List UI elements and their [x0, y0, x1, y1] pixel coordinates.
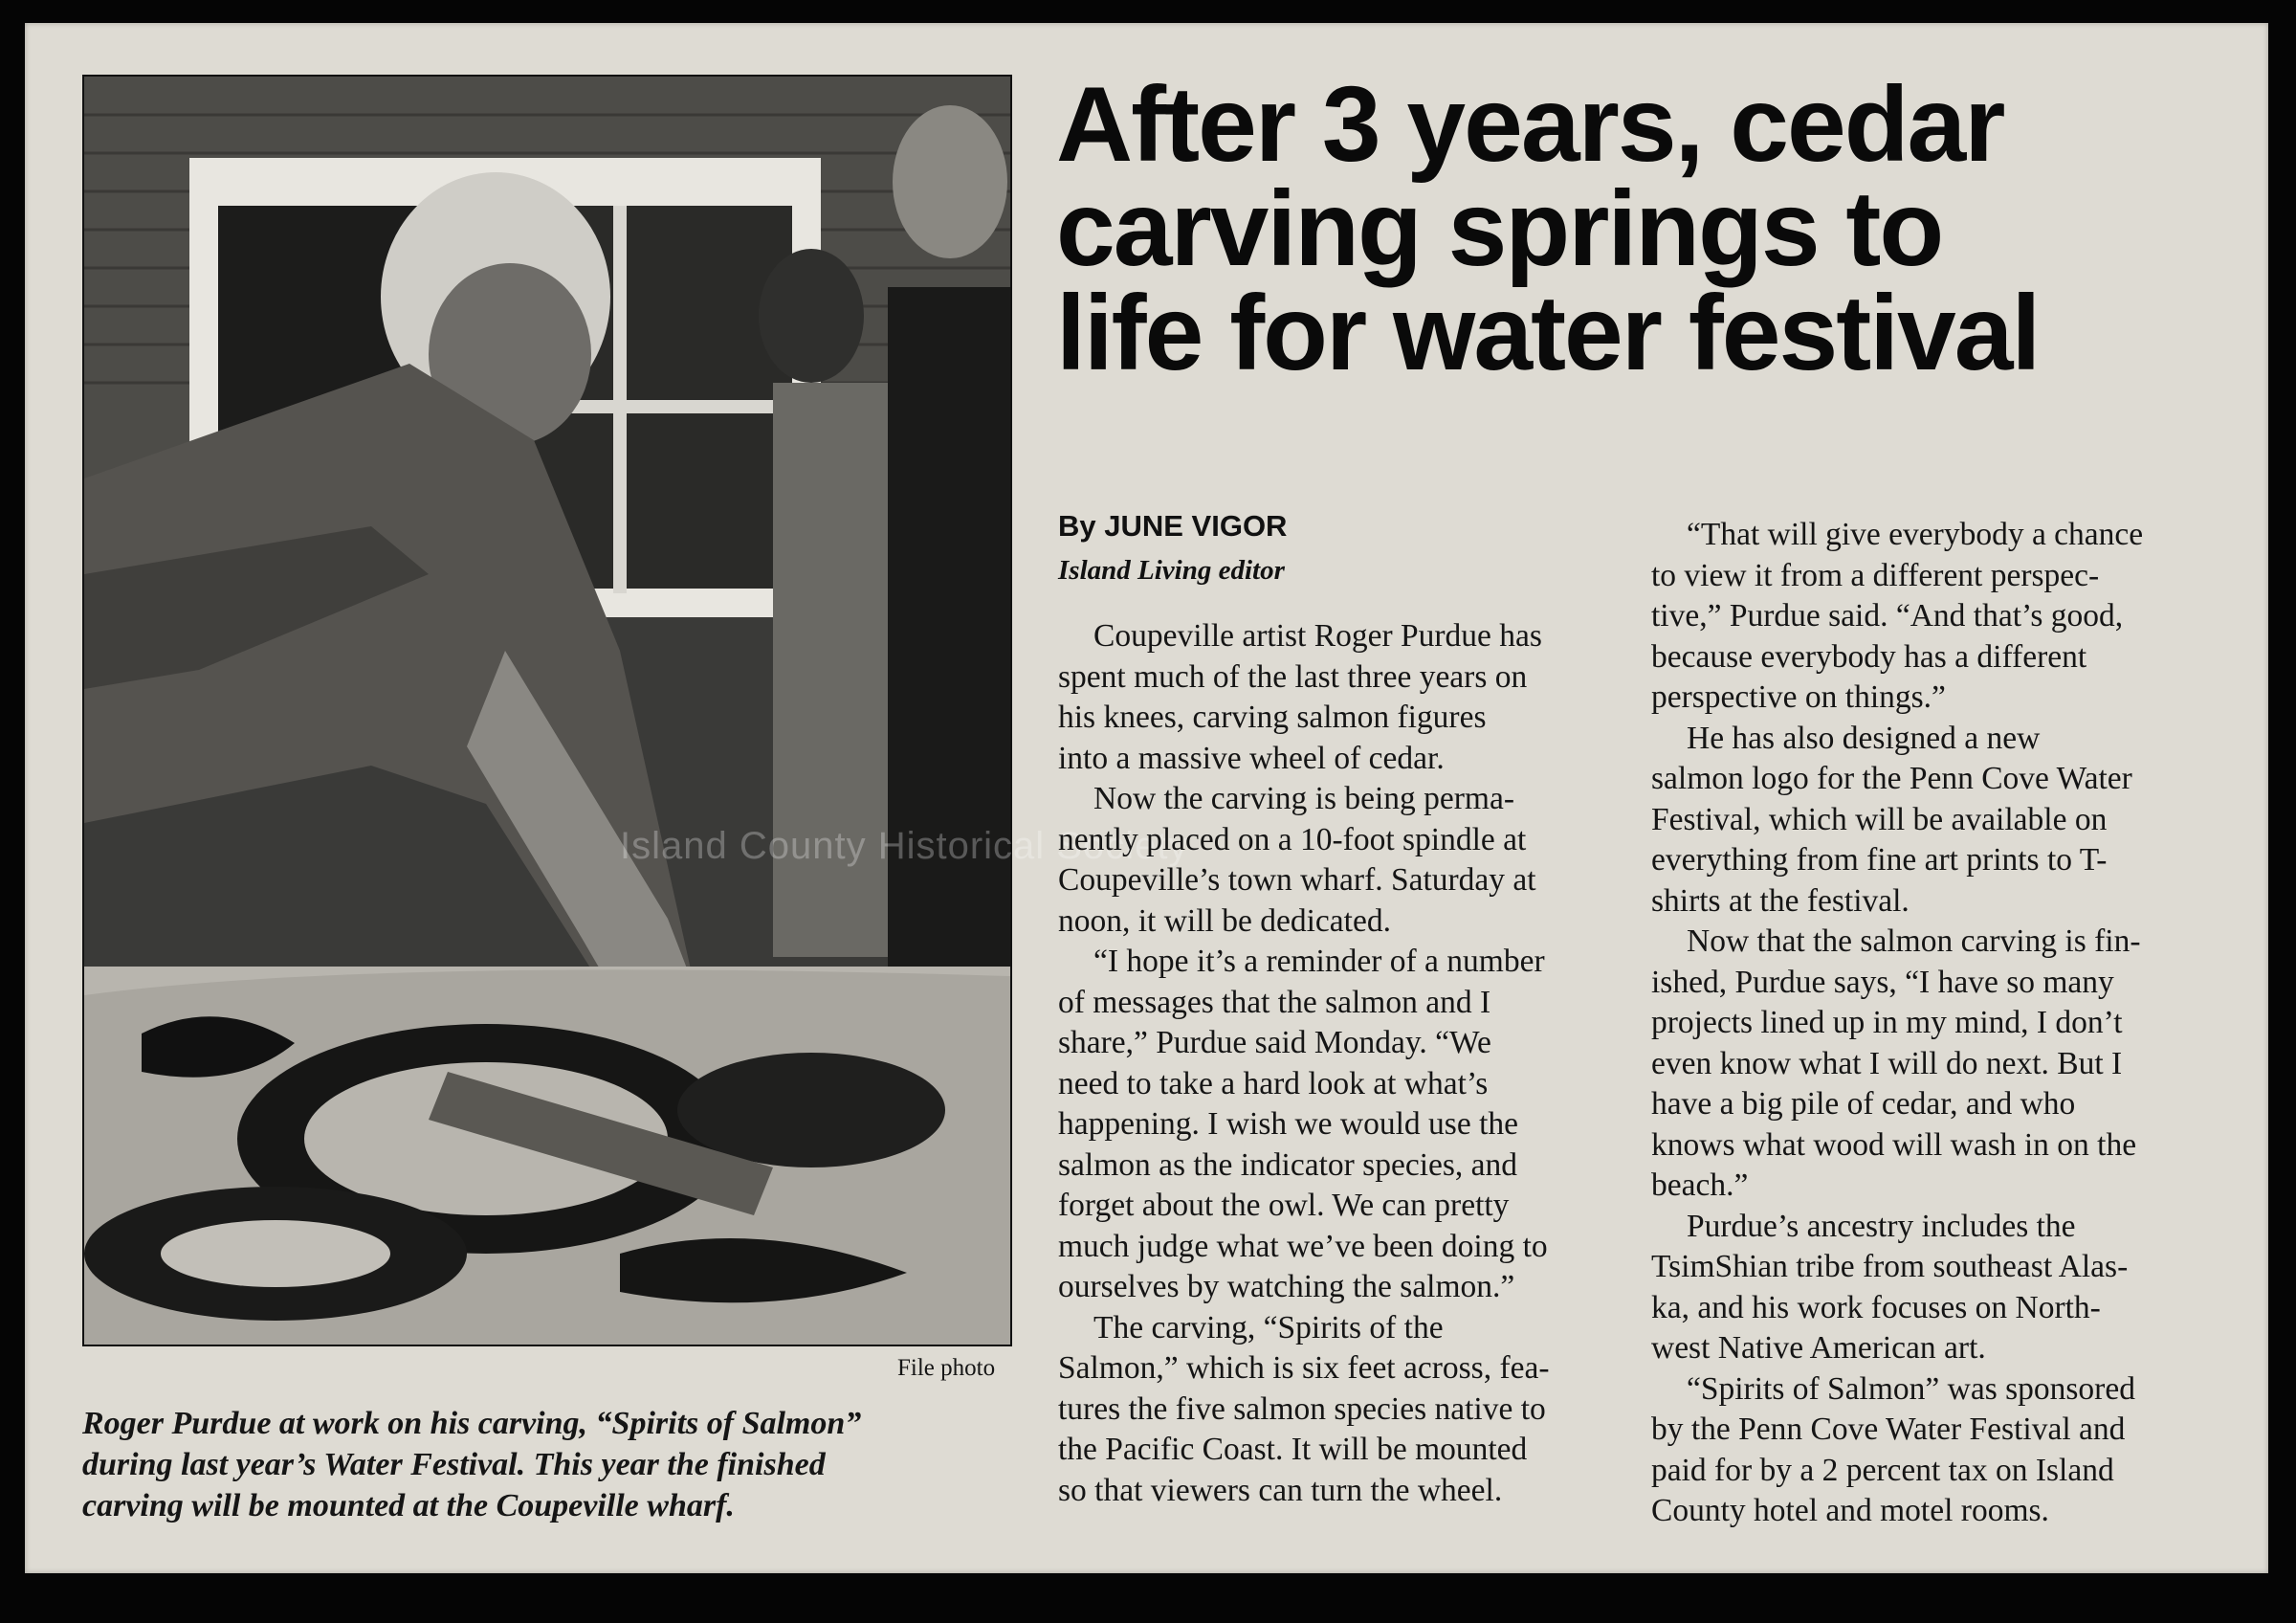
article-text-line: share,” Purdue said Monday. “We [1058, 1025, 1491, 1060]
article-text-line: to view it from a different perspec- [1651, 557, 2100, 593]
article-text-line: ished, Purdue says, “I have so many [1651, 964, 2114, 1000]
article-text-line: so that viewers can turn the wheel. [1058, 1472, 1503, 1508]
article-text-line: He has also designed a new [1687, 720, 2041, 756]
article-text-line: perspective on things.” [1651, 679, 1946, 715]
article-text-line: TsimShian tribe from southeast Alas- [1651, 1249, 2129, 1284]
article-text-line: nently placed on a 10-foot spindle at [1058, 821, 1527, 857]
byline-title: Island Living editor [1058, 555, 1285, 586]
caption-line: during last year’s Water Festival. This year the finished [82, 1447, 826, 1482]
article-text-line: knows what wood will wash in on the [1651, 1126, 2137, 1163]
article-text-line: Salmon,” which is six feet across, fea- [1058, 1350, 1550, 1386]
article-text-line: “Spirits of Salmon” was sponsored [1687, 1370, 2135, 1407]
photo-credit: File photo [897, 1355, 996, 1381]
article-photo [82, 75, 1012, 1346]
article-column-2 [1651, 515, 2143, 1532]
byline: By JUNE VIGOR [1058, 509, 1288, 543]
watermark: Island County Historical Society [620, 825, 1189, 867]
article-text-line: everything from fine art prints to T- [1651, 842, 2108, 878]
photo-illustration [84, 77, 1010, 1345]
article-text-line: The carving, “Spirits of the [1093, 1309, 1444, 1345]
article-text-line: because everybody has a different [1651, 638, 2087, 675]
article-column-1 [1058, 616, 1550, 1511]
article-text-line: tive,” Purdue said. “And that’s good, [1651, 598, 2124, 634]
article-text-line: tures the five salmon species native to [1058, 1390, 1546, 1427]
article-text-line: beach.” [1651, 1167, 1749, 1203]
article-text-line: noon, it will be dedicated. [1058, 902, 1391, 939]
article-text-line: by the Penn Cove Water Festival and [1651, 1412, 2126, 1447]
article-text-line: have a big pile of cedar, and who [1651, 1086, 2076, 1122]
article-text-line: ka, and his work focuses on North- [1651, 1289, 2101, 1325]
caption-line: carving will be mounted at the Coupeville wharf. [82, 1488, 735, 1523]
headline-line: life for water festival [1056, 274, 2040, 392]
article-text-line: Festival, which will be available on [1651, 801, 2108, 837]
article-text-line: salmon as the indicator species, and [1058, 1146, 1518, 1183]
article-text-line: ourselves by watching the salmon.” [1058, 1269, 1515, 1304]
headline-line: carving springs to [1056, 169, 1943, 288]
article-text-line: happening. I wish we would use the [1058, 1106, 1519, 1142]
article-text-line: into a massive wheel of cedar. [1058, 740, 1445, 776]
article-text-line: spent much of the last three years on [1058, 658, 1528, 695]
caption-line: Roger Purdue at work on his carving, “Spirits of Salmon” [82, 1406, 862, 1441]
article-text-line: west Native American art. [1651, 1330, 1986, 1366]
article-text-line: paid for by a 2 percent tax on Island [1651, 1452, 2114, 1488]
article-text-line: need to take a hard look at what’s [1058, 1065, 1489, 1101]
article-text-line: the Pacific Coast. It will be mounted [1058, 1432, 1528, 1467]
article-text-line: salmon logo for the Penn Cove Water [1651, 761, 2132, 796]
article-text-line: Now that the salmon carving is fin- [1687, 923, 2141, 959]
article-text-line: of messages that the salmon and I [1058, 984, 1491, 1020]
article-text-line: even know what I will do next. But I [1651, 1045, 2123, 1081]
article-text-line: his knees, carving salmon figures [1058, 700, 1487, 735]
article-text-line: shirts at the festival. [1651, 882, 1910, 919]
headline [1056, 65, 2271, 392]
article-text-line: projects lined up in my mind, I don’t [1651, 1005, 2123, 1040]
article-text-line: Coupeville’s town wharf. Saturday at [1058, 862, 1536, 898]
article-text-line: “That will give everybody a chance [1687, 517, 2144, 552]
headline-line: After 3 years, cedar [1056, 65, 2004, 184]
article-text-line: Purdue’s ancestry includes the [1687, 1208, 2076, 1244]
article-text-line: Now the carving is being perma- [1093, 781, 1515, 816]
article-text-line: much judge what we’ve been doing to [1058, 1228, 1548, 1264]
article-text-line: “I hope it’s a reminder of a number [1093, 944, 1545, 979]
newspaper-clipping [25, 23, 2268, 1573]
article-text-line: forget about the owl. We can pretty [1058, 1188, 1510, 1223]
article-text-line: Coupeville artist Roger Purdue has [1093, 618, 1542, 654]
photo-caption [82, 1403, 1015, 1526]
article-text-line: County hotel and motel rooms. [1651, 1493, 2049, 1528]
